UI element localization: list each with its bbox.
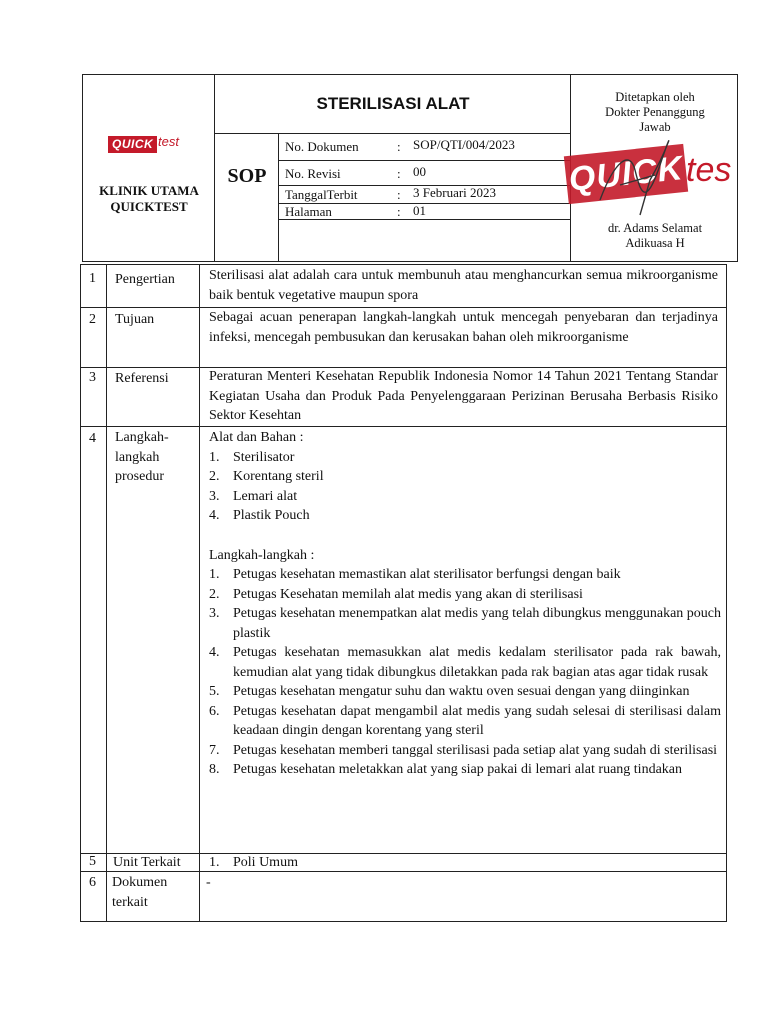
list-item: 7. Petugas kesehatan memberi tanggal sterilisasi pada setiap alat yang sudah di sterilisasi	[209, 742, 718, 758]
tools-list	[209, 448, 721, 526]
row-number: 5	[89, 854, 96, 869]
list-item: 4. Petugas kesehatan memasukkan alat medis kedalam sterilisator pada rak bawah, kemudian alat yang tidak dibungkus diletakkan pada rak bagian atas agar tidak rusak	[209, 645, 721, 680]
field-separator: :	[397, 204, 401, 219]
row-label-procedure: Langkah- langkah prosedur	[115, 430, 169, 484]
list-item: 4. Plastik Pouch	[209, 508, 310, 523]
row-label-purpose: Tujuan	[115, 312, 155, 327]
list-item: 2. Petugas Kesehatan memilah alat medis yang akan di sterilisasi	[209, 586, 583, 602]
list-item: 2. Korentang steril	[209, 469, 324, 484]
sop-label: SOP	[227, 165, 267, 187]
row-label-definition: Pengertian	[115, 272, 175, 287]
table-divider	[106, 264, 107, 922]
field-separator: :	[397, 166, 401, 181]
list-item: 6. Petugas kesehatan dapat mengambil alat medis yang sudah selesai di sterilisasi dalam keadaan dingin dengan korentang yang steril	[209, 703, 721, 738]
list-item: 5. Petugas kesehatan mengatur suhu dan waktu oven sesuai dengan yang diinginkan	[209, 684, 690, 699]
table-divider	[199, 264, 200, 922]
header-divider	[214, 133, 570, 134]
issue-date-value: 3 Februari 2023	[413, 185, 497, 200]
issue-date-label: TanggalTerbit	[285, 187, 358, 202]
table-divider	[80, 426, 727, 427]
clinic-name: KLINIK UTAMA QUICKTEST	[99, 183, 199, 214]
row-label-related-unit: Unit Terkait	[113, 855, 181, 870]
list-item: 3. Lemari alat	[209, 488, 298, 504]
row-number: 6	[89, 875, 96, 890]
list-item: 3. Petugas kesehatan menempatkan alat medis yang telah dibungkus menggunakan pouch plastik	[209, 606, 721, 641]
row-number: 1	[89, 271, 96, 286]
header-divider	[278, 133, 279, 262]
row-number: 3	[89, 370, 96, 385]
revision-label: No. Revisi	[285, 166, 341, 181]
revision-value: 00	[413, 164, 426, 179]
signature-icon	[590, 140, 680, 220]
row-label-reference: Referensi	[115, 371, 169, 386]
company-stamp-suffix: tes	[686, 151, 732, 189]
related-unit-number: 1.	[209, 855, 220, 870]
header-divider	[278, 160, 570, 161]
signer-name: dr. Adams Selamat Adikuasa H	[607, 221, 703, 250]
field-separator: :	[397, 139, 401, 154]
field-separator: :	[397, 187, 401, 202]
list-item: 1. Petugas kesehatan memastikan alat sterilisator berfungsi dengan baik	[209, 567, 621, 582]
doc-number-value: SOP/QTI/004/2023	[413, 137, 515, 152]
clinic-logo-suffix: test	[158, 134, 179, 149]
approval-text: Ditetapkan oleh Dokter Penanggung Jawab	[605, 90, 705, 134]
related-unit-text: Poli Umum	[233, 855, 298, 870]
row-number: 2	[89, 312, 96, 327]
list-item: 1. Sterilisator	[209, 449, 295, 465]
page-label: Halaman	[285, 204, 332, 219]
tools-heading: Alat dan Bahan :	[209, 430, 304, 445]
steps-list	[209, 565, 721, 780]
document-title: STERILISASI ALAT	[316, 94, 470, 113]
header-divider	[214, 74, 215, 262]
related-docs-text: -	[206, 875, 211, 890]
page-value: 01	[413, 203, 426, 218]
steps-heading: Langkah-langkah :	[209, 547, 315, 563]
row-number: 4	[89, 431, 96, 446]
procedure-content	[209, 428, 721, 780]
reference-text: Peraturan Menteri Kesehatan Republik Indonesia Nomor 14 Tahun 2021 Tentang Standar Kegiatan Usaha dan Produk Pada Penyelenggaraan Perizinan Berusaha Berbasis Risiko Sektor Kesehtan	[209, 369, 718, 423]
definition-text: Sterilisasi alat adalah cara untuk membunuh atau menghancurkan semua mikroorganisme baik bentuk vegetative maupun spora	[209, 268, 718, 303]
row-label-related-docs: Dokumen terkait	[112, 875, 168, 910]
clinic-logo: QUICK	[108, 136, 157, 153]
doc-number-label: No. Dokumen	[285, 139, 359, 154]
list-item: 8. Petugas kesehatan meletakkan alat yang siap pakai di lemari alat ruang tindakan	[209, 762, 682, 777]
purpose-text: Sebagai acuan penerapan langkah-langkah untuk mencegah penyebaran dan terjadinya infeksi, mencegah pembusukan dan kerusakan bahan oleh mikroorganisme	[209, 310, 718, 345]
company-stamp: QUICK	[564, 144, 688, 204]
